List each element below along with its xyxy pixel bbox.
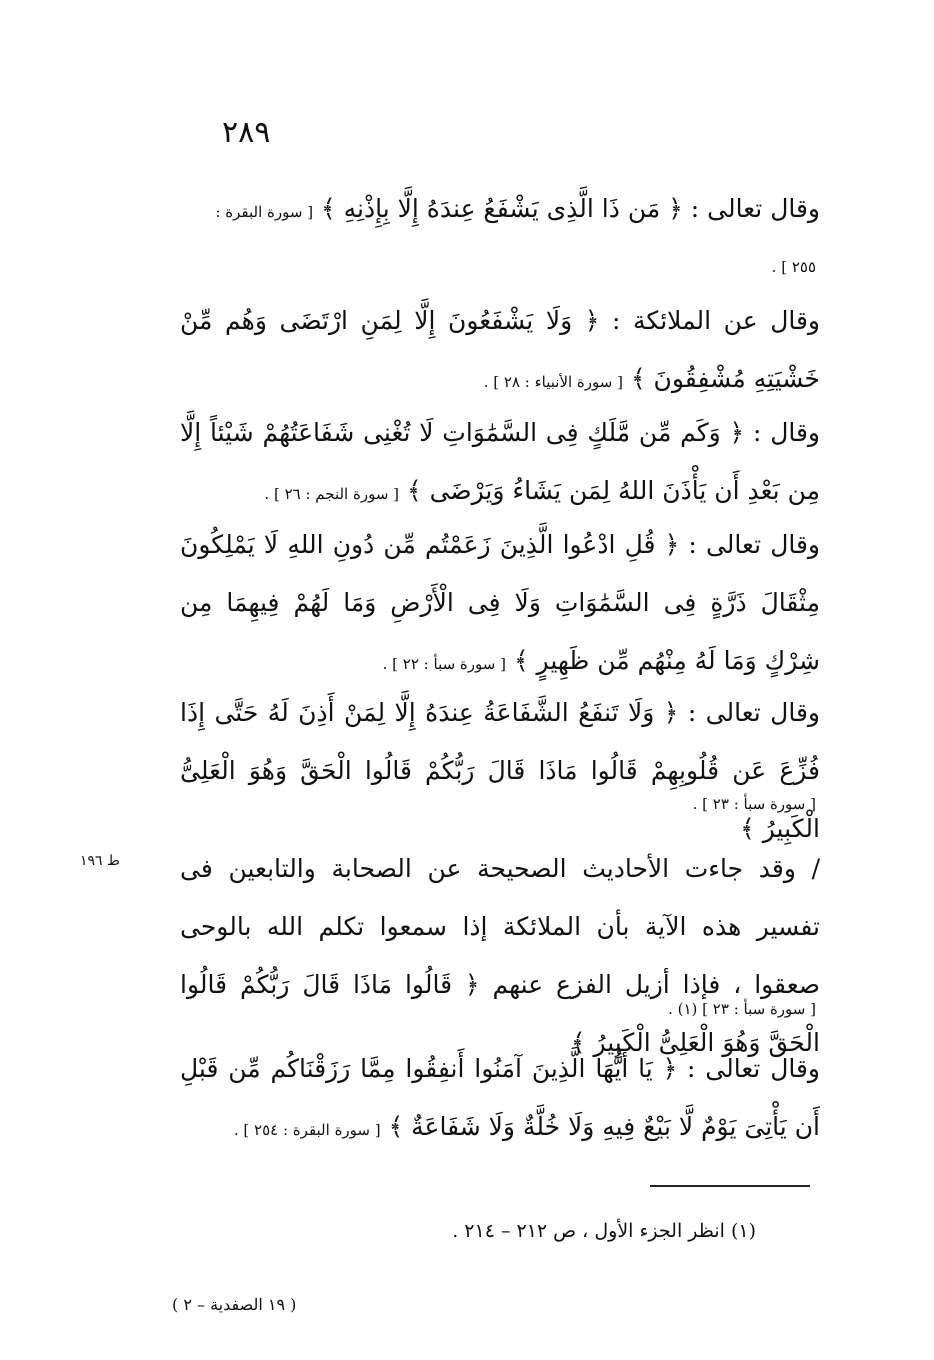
paragraph-text: وقال تعالى : ﴿ مَن ذَا الَّذِى يَشْفَعُ عِندَهُ إِلَّا بِإِذْنِهِ ﴾ [321, 194, 820, 223]
printer-signature: ( ١٩ الصفدية – ٢ ) [172, 1295, 297, 1314]
paragraph-text: وقال تعالى : ﴿ وَلَا تَنفَعُ الشَّفَاعَةُ عِندَهُ إِلَّا لِمَنْ أَذِنَ لَهُ حَتَّى إِذَا فُزِّعَ عَن قُلُوبِهِمْ قَالُوا مَاذَا قَالَ رَبُّكُمْ قَالُوا الْحَقَّ وَهُوَ الْعَلِىُّ الْكَبِيرُ ﴾ [180, 698, 820, 843]
margin-note: ط ١٩٦ [80, 853, 120, 869]
paragraph-baqarah-255 [180, 180, 820, 241]
paragraph-anbiya-28 [180, 292, 820, 411]
paragraph-text: وقال تعالى : ﴿ يَا أَيُّهَا الَّذِينَ آمَنُوا أَنفِقُوا مِمَّا رَزَقْنَاكُم مِّن قَبْلِ أَن يَأْتِىَ يَوْمٌ لَّا بَيْعٌ فِيهِ وَلَا خُلَّةٌ وَلَا شَفَاعَةٌ ﴾ [180, 1054, 820, 1141]
paragraph-baqarah-254 [180, 1040, 820, 1159]
paragraph-saba-22 [180, 516, 820, 693]
paragraph-hadith-explanation [180, 840, 820, 1072]
page-number: ٢٨٩ [222, 115, 271, 150]
footnote-divider [650, 1185, 810, 1187]
surah-reference: [ سورة البقرة : ٢٥٤ ] . [233, 1121, 381, 1139]
surah-reference: [ سورة النجم : ٢٦ ] . [264, 485, 400, 503]
paragraph-text: / وقد جاءت الأحاديث الصحيحة عن الصحابة والتابعين فى تفسير هذه الآية بأن الملائكة إذا سمعوا تكلم الله بالوحى صعقوا ، فإذا أزيل الفزع عنهم ﴿ قَالُوا مَاذَا قَالَ رَبُّكُمْ قَالُوا الْحَقَّ وَهُوَ الْعَلِىُّ الْكَبِيرُ ﴾ [180, 854, 820, 1057]
paragraph-text: وقال تعالى : ﴿ قُلِ ادْعُوا الَّذِينَ زَعَمْتُم مِّن دُونِ اللهِ لَا يَمْلِكُونَ مِثْقَالَ ذَرَّةٍ فِى السَّمَٰوَاتِ وَلَا فِى الْأَرْضِ وَمَا لَهُمْ فِيهِمَا مِن شِرْكٍ وَمَا لَهُ مِنْهُم مِّن ظَهِيرٍ ﴾ [180, 530, 820, 675]
paragraph-saba-23 [180, 684, 820, 858]
surah-reference-continuation: ٢٥٥ ] . [771, 258, 816, 276]
paragraph-text: وقال عن الملائكة : ﴿ وَلَا يَشْفَعُونَ إِلَّا لِمَنِ ارْتَضَى وَهُم مِّنْ خَشْيَتِهِ مُشْفِقُونَ ﴾ [180, 306, 820, 393]
surah-reference: [ سورة سبأ : ٢٣ ] . [692, 795, 816, 813]
footnote: (١) انظر الجزء الأول ، ص ٢١٢ – ٢١٤ . [452, 1220, 756, 1242]
surah-reference-with-footnote: [ سورة سبأ : ٢٣ ] (١) . [668, 1000, 816, 1018]
surah-reference: [ سورة الأنبياء : ٢٨ ] . [483, 373, 623, 391]
paragraph-najm-26 [180, 404, 820, 523]
paragraph-text: وقال : ﴿ وَكَم مِّن مَّلَكٍ فِى السَّمَٰوَاتِ لَا تُغْنِى شَفَاعَتُهُمْ شَيْئاً إِلَّا مِن بَعْدِ أَن يَأْذَنَ اللهُ لِمَن يَشَاءُ وَيَرْضَى ﴾ [180, 418, 820, 505]
surah-reference: [ سورة البقرة : [215, 203, 314, 221]
surah-reference: [ سورة سبأ : ٢٢ ] . [382, 655, 506, 673]
